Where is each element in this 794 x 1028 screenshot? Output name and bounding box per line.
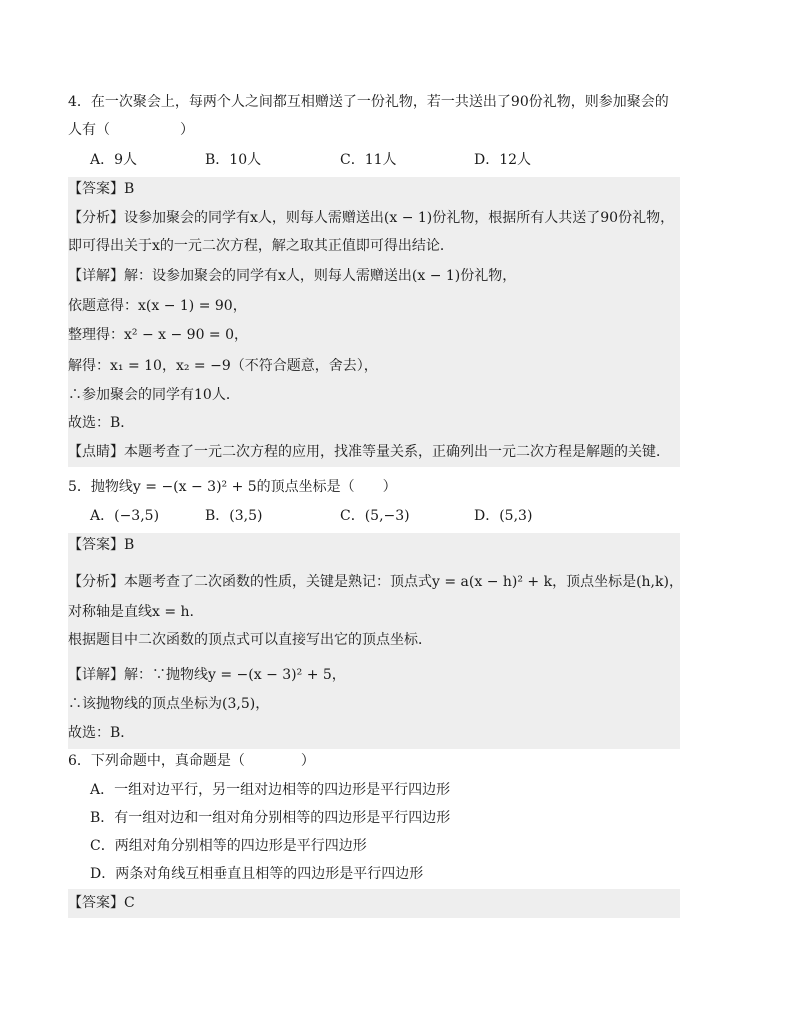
- q4-detail-line6: 故选：B．: [68, 415, 135, 431]
- q6-answer: 【答案】C: [68, 895, 135, 911]
- q5-option-b: B．(3,5): [205, 508, 263, 524]
- q4-stem-line2: 人有（ ）: [68, 122, 194, 138]
- q6-option-c: C．两组对角分别相等的四边形是平行四边形: [90, 838, 367, 854]
- q6-option-a: A．一组对边平行，另一组对边相等的四边形是平行四边形: [90, 782, 451, 798]
- q5-analysis-line3: 根据题目中二次函数的顶点式可以直接写出它的顶点坐标．: [68, 632, 432, 648]
- q6-stem: 6．下列命题中，真命题是（ ）: [68, 753, 315, 769]
- q5-analysis-line1: 【分析】本题考查了二次函数的性质，关键是熟记：顶点式y = a(x − h)² + k，顶点坐标是(h,k)，: [68, 574, 683, 590]
- q5-detail-line2: ∴该抛物线的顶点坐标为(3,5)，: [68, 696, 270, 712]
- q5-detail-line3: 故选：B．: [68, 725, 135, 741]
- q4-option-b: B．10人: [205, 152, 262, 168]
- q4-option-c: C．11人: [340, 152, 397, 168]
- q4-analysis-line1: 【分析】设参加聚会的同学有x人，则每人需赠送出(x − 1)份礼物，根据所有人共送了90份礼物，: [68, 210, 675, 226]
- q4-analysis-line2: 即可得出关于x的一元二次方程，解之取其正值即可得出结论．: [68, 238, 454, 254]
- q5-stem: 5．抛物线y = −(x − 3)² + 5的顶点坐标是（ ）: [68, 479, 397, 495]
- q5-option-d: D．(5,3): [474, 508, 533, 524]
- q5-analysis-line2: 对称轴是直线x = h.: [68, 604, 194, 620]
- q4-answer: 【答案】B: [68, 181, 135, 197]
- q4-detail-line5: ∴参加聚会的同学有10人．: [68, 387, 240, 403]
- q6-option-d: D．两条对角线互相垂直且相等的四边形是平行四边形: [90, 866, 424, 882]
- q4-detail-line2: 依题意得：x(x − 1) = 90，: [68, 298, 247, 314]
- q5-option-a: A．(−3,5): [90, 508, 160, 524]
- q4-detail-line1: 【详解】解：设参加聚会的同学有x人，则每人需赠送出(x − 1)份礼物，: [68, 268, 517, 284]
- q4-option-d: D．12人: [474, 152, 532, 168]
- q4-detail-line4: 解得：x₁ = 10，x₂ = −9（不符合题意，舍去），: [68, 358, 378, 374]
- q4-stem-line1: 4．在一次聚会上，每两个人之间都互相赠送了一份礼物，若一共送出了90份礼物，则参加聚会的: [68, 94, 669, 110]
- q4-comment: 【点睛】本题考查了一元二次方程的应用，找准等量关系，正确列出一元二次方程是解题的关键．: [68, 444, 670, 460]
- q4-detail-line3: 整理得：x² − x − 90 = 0，: [68, 327, 249, 343]
- q6-option-b: B．有一组对边和一组对角分别相等的四边形是平行四边形: [90, 810, 451, 826]
- q4-option-a: A．9人: [90, 152, 138, 168]
- q5-option-c: C．(5,−3): [340, 508, 410, 524]
- q5-answer: 【答案】B: [68, 537, 135, 553]
- q5-detail-line1: 【详解】解：∵抛物线y = −(x − 3)² + 5，: [68, 667, 346, 683]
